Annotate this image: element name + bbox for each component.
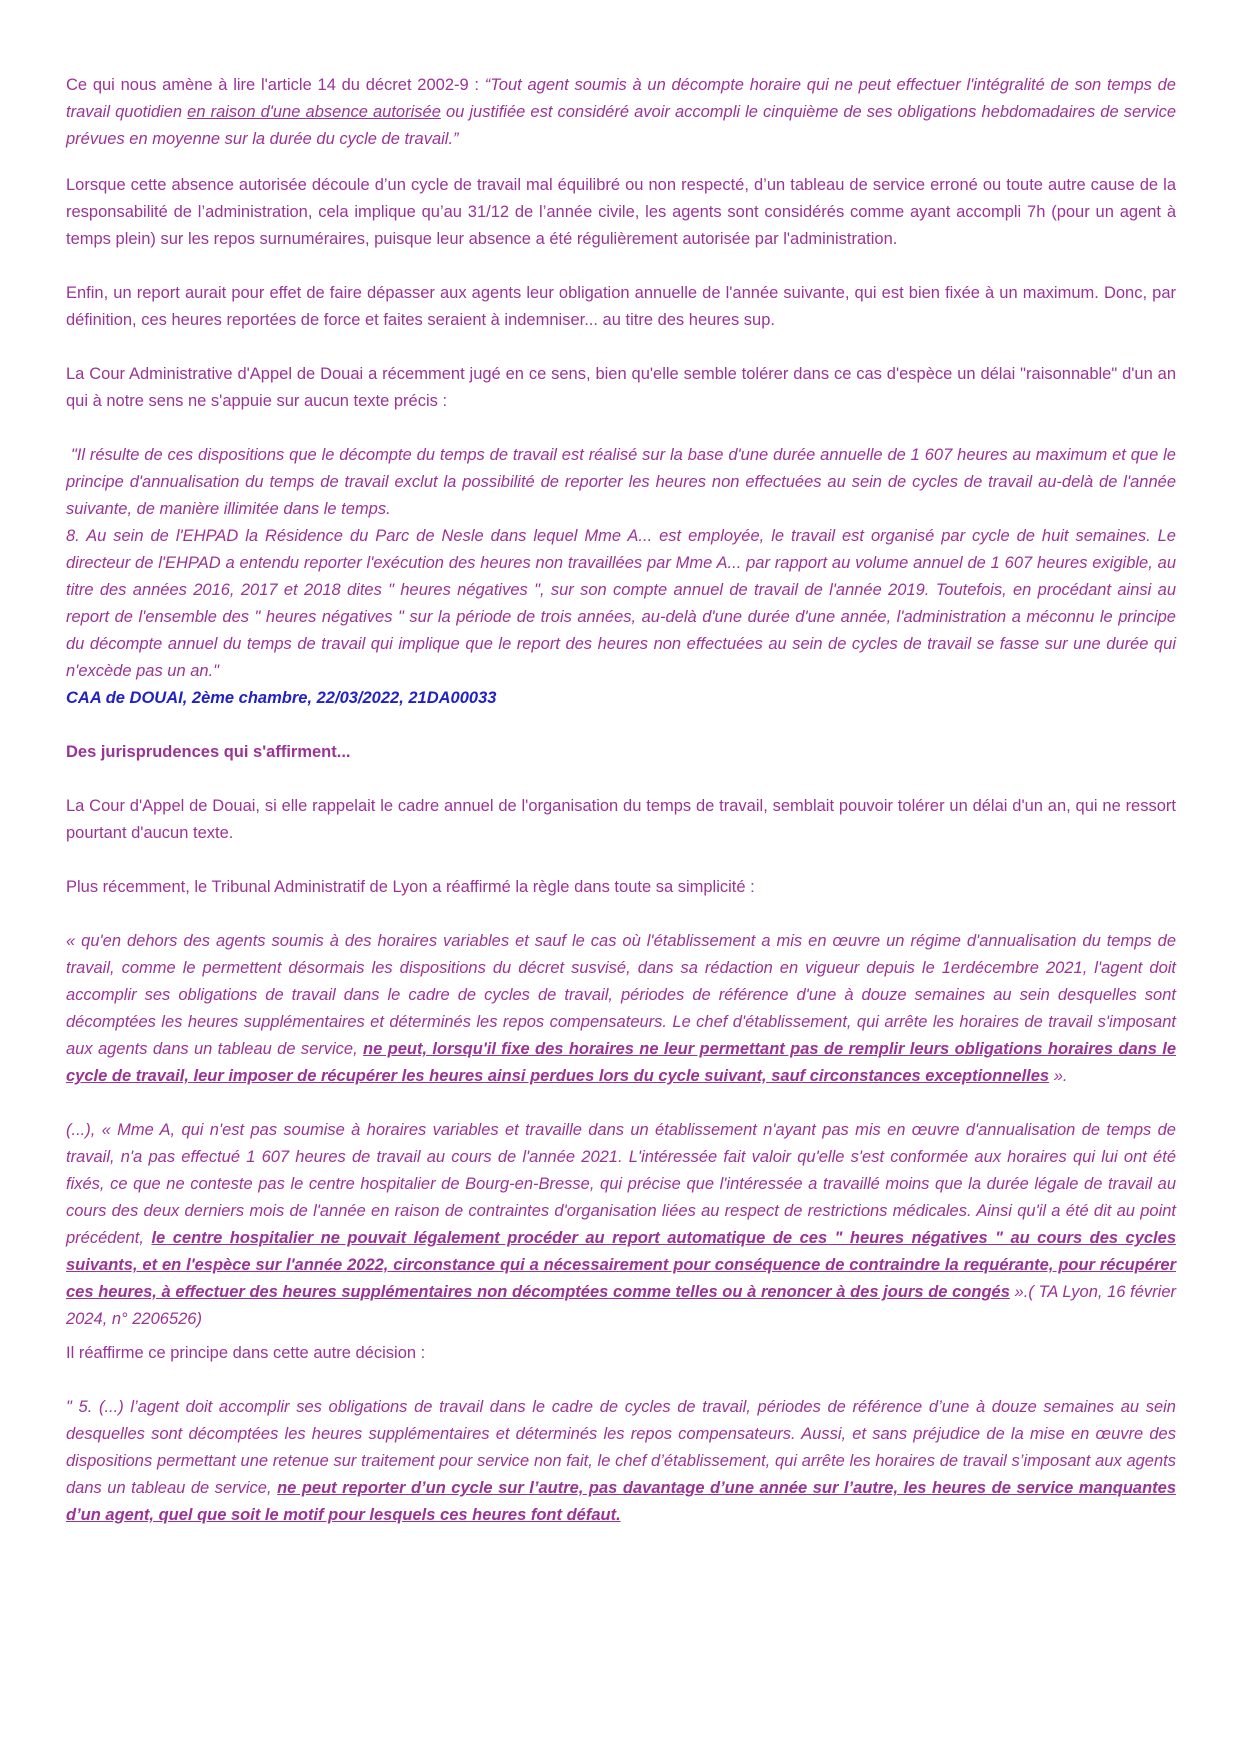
quote-lyon2-part2: ».( TA Lyon, 16 février 2024, n° 2206526) <box>66 1283 1176 1328</box>
intro-quote-end: ou justifiée est considéré avoir accompli le cinquième de ses obligations hebdomadaires de service prévues en moyenne sur la durée du cycle de travail.” <box>66 103 1176 148</box>
quote-lyon2-part1: (...), « Mme A, qui n'est pas soumise à horaires variables et travaille dans un établissement n'ayant pas mis en œuvre d'annualisation de temps de travail, n'a pas effectué 1 607 heures de travail au cours de l'année 2021. L'intéressée fait valoir qu'elle s'est conformée aux horaires qui lui ont été fixés, ce que ne conteste pas le centre hospitalier de Bourg-en-Bresse, qui précise que l'intéressée a travaillé moins que la durée légale de travail au cours des deux derniers mois de l'année en raison de contraintes d'organisation liées au respect de restrictions médicales. Ainsi qu'il a été dit au point précédent, <box>66 1121 1176 1247</box>
quote-douai-part1: "Il résulte de ces dispositions que le décompte du temps de travail est réalisé sur la base d'une durée annuelle de 1 607 heures au maximum et que le principe d'annualisation du temps de travail exclut la possibilité de reporter les heures non effectuées au sein de cycles de travail au-delà de l'année suivante, de manière illimitée dans le temps. <box>66 446 1176 518</box>
quote-block-lyon-3 <box>66 1394 1176 1529</box>
intro-lead-text: Ce qui nous amène à lire l'article 14 du décret 2002-9 : <box>66 76 485 94</box>
paragraph-cour-appel: La Cour d'Appel de Douai, si elle rappelait le cadre annuel de l'organisation du temps de travail, semblait pouvoir tolérer un délai d'un an, qui ne ressort pourtant d'aucun texte. <box>66 797 1176 842</box>
quote-lyon1-part2: ». <box>1049 1067 1068 1085</box>
quote-lyon3-emphasis: ne peut reporter d’un cycle sur l’autre, pas davantage d’une année sur l’autre, les heures de service manquantes d’un agent, quel que soit le motif pour lesquels ces heures font défaut. <box>66 1479 1176 1524</box>
intro-quote-underlined: en raison d'une absence autorisée <box>187 103 441 121</box>
quote-block-douai <box>66 442 1176 712</box>
quote-block-lyon-1 <box>66 928 1176 1090</box>
intro-quote-start: “Tout agent soumis à un décompte horaire qui ne peut effectuer l'intégralité de son temps de travail quotidien <box>66 76 1176 121</box>
paragraph-reaffirme: Il réaffirme ce principe dans cette autre décision : <box>66 1344 426 1362</box>
paragraph-lorsque: Lorsque cette absence autorisée découle d’un cycle de travail mal équilibré ou non respecté, d’un tableau de service erroné ou toute autre cause de la responsabilité de l’administration, cela implique qu’au 31/12 de l’année civile, les agents sont considérés comme ayant accompli 7h (pour un agent à temps plein) sur les repos surnuméraires, puisque leur absence a été régulièrement autorisée par l'administration. <box>66 176 1176 248</box>
paragraph-plus-recemment: Plus récemment, le Tribunal Administratif de Lyon a réaffirmé la règle dans toute sa simplicité : <box>66 878 755 896</box>
paragraph-enfin: Enfin, un report aurait pour effet de faire dépasser aux agents leur obligation annuelle de l'année suivante, qui est bien fixée à un maximum. Donc, par définition, ces heures reportées de force et faites seraient à indemniser... au titre des heures sup. <box>66 284 1176 329</box>
quote-block-lyon-2 <box>66 1117 1176 1333</box>
heading-jurisprudences: Des jurisprudences qui s'affirment... <box>66 743 351 761</box>
quote-douai-part2: 8. Au sein de l'EHPAD la Résidence du Parc de Nesle dans lequel Mme A... est employée, le travail est organisé par cycle de huit semaines. Le directeur de l'EHPAD a entendu reporter l'exécution des heures non travaillées par Mme A... par rapport au volume annuel de 1 607 heures exigible, au titre des années 2016, 2017 et 2018 dites " heures négatives ", sur son compte annuel de travail de l'année 2019. Toutefois, en procédant ainsi au report de l'ensemble des " heures négatives " sur la période de trois années, au-delà d'une durée d'une année, l'administration a méconnu le principe du décompte annuel du temps de travail qui implique que le report des heures non effectuées au sein de cycles de travail se fasse sur une durée qui n'excède pas un an." <box>66 527 1176 680</box>
quote-lyon1-part1: « qu'en dehors des agents soumis à des horaires variables et sauf le cas où l'établissement a mis en œuvre un régime d'annualisation du temps de travail, comme le permettent désormais les dispositions du décret susvisé, dans sa rédaction en vigueur depuis le 1erdécembre 2021, l'agent doit accomplir ses obligations de travail dans le cadre de cycles de travail, périodes de référence d'une à douze semaines au sein desquelles sont décomptées les heures supplémentaires et déterminés les repos compensateurs. Le chef d'établissement, qui arrête les horaires de travail s'imposant aux agents dans un tableau de service, <box>66 932 1176 1058</box>
quote-lyon2-emphasis: le centre hospitalier ne pouvait légalement procéder au report automatique de ces " heures négatives " au cours des cycles suivants, et en l'espèce sur l'année 2022, circonstance qui a nécessairement pour conséquence de contraindre la requérante, pour récupérer ces heures, à effectuer des heures supplémentaires non décomptées comme telles ou à renoncer à des jours de congés <box>66 1229 1176 1301</box>
quote-lyon3-part1: " 5. (...) l’agent doit accomplir ses obligations de travail dans le cadre de cycles de travail, périodes de référence d’une à douze semaines au sein desquelles sont décomptées les heures supplémentaires et déterminés les repos compensateurs. Aussi, et sans préjudice de la mise en œuvre des dispositions permettant une retenue sur traitement pour service non fait, le chef d’établissement, qui arrête les horaires de travail s’imposant aux agents dans un tableau de service, <box>66 1398 1176 1497</box>
paragraph-intro <box>66 72 1176 153</box>
citation-caa-douai: CAA de DOUAI, 2ème chambre, 22/03/2022, 21DA00033 <box>66 689 497 707</box>
quote-lyon1-emphasis: ne peut, lorsqu'il fixe des horaires ne leur permettant pas de remplir leurs obligations horaires dans le cycle de travail, leur imposer de récupérer les heures ainsi perdues lors du cycle suivant, sauf circonstances exceptionnelles <box>66 1040 1176 1085</box>
paragraph-caa-intro: La Cour Administrative d'Appel de Douai a récemment jugé en ce sens, bien qu'elle semble tolérer dans ce cas d'espèce un délai "raisonnable" d'un an qui à notre sens ne s'appuie sur aucun texte précis : <box>66 365 1176 410</box>
